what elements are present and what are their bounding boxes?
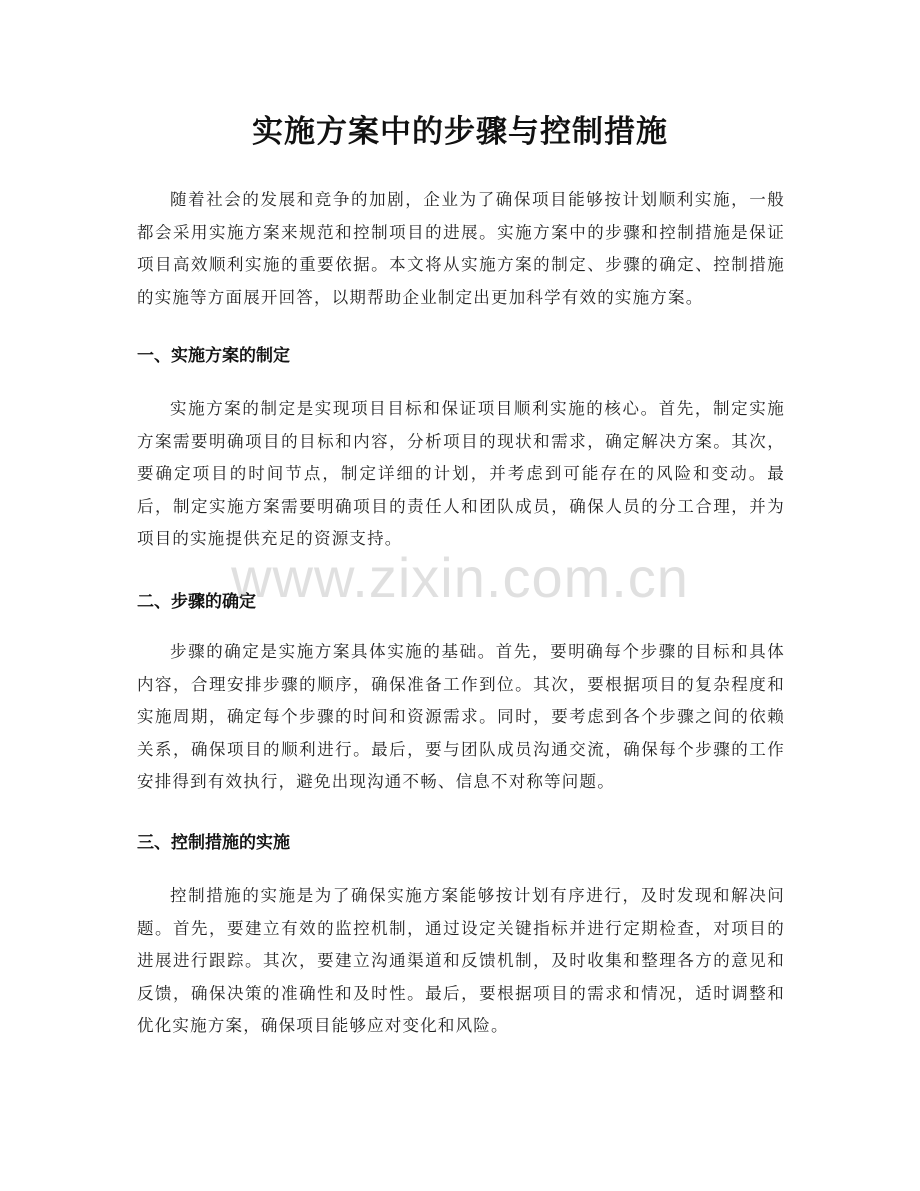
- document-title: 实施方案中的步骤与控制措施: [252, 114, 668, 150]
- section-body-control: 控制措施的实施是为了确保实施方案能够按计划有序进行，及时发现和解决问题。首先，要建立有效的监控机制，通过设定关键指标并进行定期检查，对项目的进展进行跟踪。其次，要建立沟通渠道和反馈机制，及时收集和整理各方的意见和反馈，确保决策的准确性和及时性。最后，要根据项目的需求和情况，适时调整和优化实施方案，确保项目能够应对变化和风险。: [137, 886, 785, 1036]
- watermark: www.zixin.com.cn: [231, 546, 689, 609]
- section-body-steps: 步骤的确定是实施方案具体实施的基础。首先，要明确每个步骤的目标和具体内容，合理安排步骤的顺序，确保准备工作到位。其次，要根据项目的复杂程度和实施周期，确定每个步骤的时间和资源需求。同时，要考虑到各个步骤之间的依赖关系，确保项目的顺利进行。最后，要与团队成员沟通交流，确保每个步骤的工作安排得到有效执行，避免出现沟通不畅、信息不对称等问题。: [137, 642, 785, 792]
- section-heading-formulation: 一、实施方案的制定: [137, 346, 290, 366]
- section-heading-control: 三、控制措施的实施: [137, 833, 290, 853]
- section-heading-steps: 二、步骤的确定: [137, 592, 256, 612]
- section-body-formulation: 实施方案的制定是实现项目目标和保证项目顺利实施的核心。首先，制定实施方案需要明确项目的目标和内容，分析项目的现状和需求，确定解决方案。其次，要确定项目的时间节点，制定详细的计划，并考虑到可能存在的风险和变动。最后，制定实施方案需要明确项目的责任人和团队成员，确保人员的分工合理，并为项目的实施提供充足的资源支持。: [137, 399, 785, 549]
- intro-paragraph: 随着社会的发展和竞争的加剧，企业为了确保项目能够按计划顺利实施，一般都会采用实施方案来规范和控制项目的进展。实施方案中的步骤和控制措施是保证项目高效顺利实施的重要依据。本文将从实施方案的制定、步骤的确定、控制措施的实施等方面展开回答，以期帮助企业制定出更加科学有效的实施方案。: [137, 190, 785, 307]
